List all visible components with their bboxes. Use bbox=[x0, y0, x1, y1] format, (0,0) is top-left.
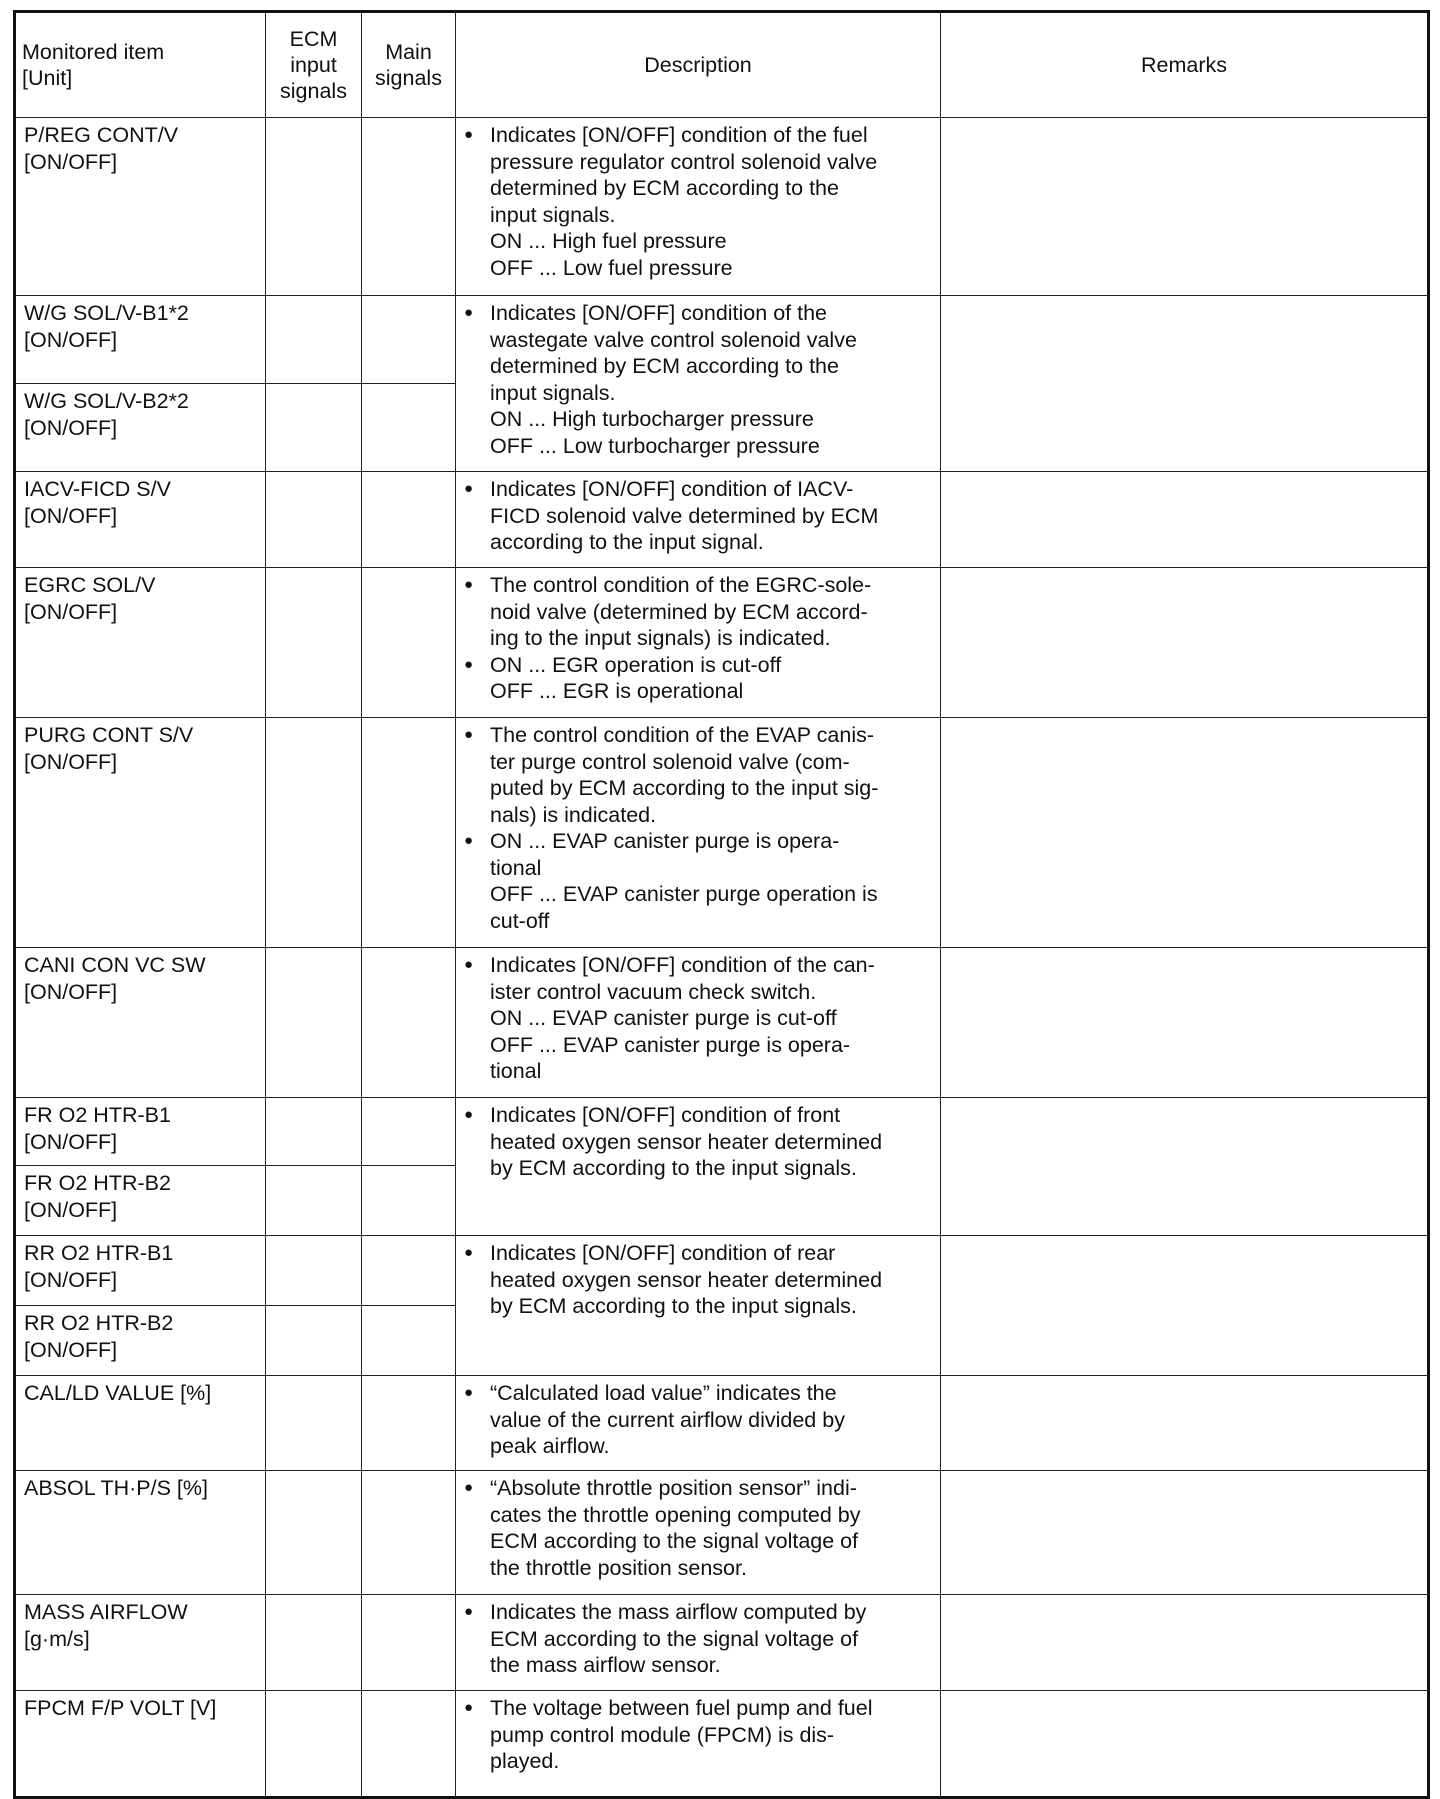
remarks-cell bbox=[941, 948, 1429, 1098]
bullet-icon: ● bbox=[464, 956, 474, 973]
description-cell bbox=[456, 1691, 941, 1798]
remarks-cell bbox=[941, 718, 1429, 948]
bullet-icon: ● bbox=[464, 1106, 474, 1123]
bullet-icon: ● bbox=[464, 576, 474, 593]
remarks-cell bbox=[941, 1376, 1429, 1471]
bullet-icon: ● bbox=[464, 1603, 474, 1620]
ecm-input-cell bbox=[266, 1306, 362, 1376]
bullet-paragraph: ● ON ... EVAP canister purge is opera- tional OFF ... EVAP canister purge operation is cut-off bbox=[464, 829, 878, 933]
item-cell: CANI CON VC SW [ON/OFF] bbox=[15, 948, 266, 1098]
remarks-cell bbox=[941, 1471, 1429, 1595]
bullet-paragraph: ● The control condition of the EGRC-sole- noid valve (determined by ECM accord- ing to the input signals) is indicated. bbox=[464, 573, 872, 650]
remarks-cell bbox=[941, 472, 1429, 568]
item-cell: EGRC SOL/V [ON/OFF] bbox=[15, 568, 266, 718]
item-cell: W/G SOL/V-B2*2 [ON/OFF] bbox=[15, 384, 266, 472]
main-signal-cell bbox=[362, 472, 456, 568]
description-cell bbox=[456, 568, 941, 718]
description-cell bbox=[456, 118, 941, 296]
table-row bbox=[15, 472, 1429, 568]
main-signal-cell bbox=[362, 118, 456, 296]
description-continuation: ON ... High fuel pressure OFF ... Low fuel pressure bbox=[490, 229, 733, 280]
remarks-cell bbox=[941, 118, 1429, 296]
description-continuation: ON ... High turbocharger pressure OFF ... Low turbocharger pressure bbox=[490, 407, 820, 458]
remarks-cell bbox=[941, 568, 1429, 718]
table-row bbox=[15, 1098, 1429, 1166]
bullet-paragraph: ● “Calculated load value” indicates the value of the current airflow divided by peak airflow. bbox=[464, 1381, 845, 1458]
table-row bbox=[15, 1595, 1429, 1691]
ecm-input-cell bbox=[266, 1376, 362, 1471]
remarks-cell bbox=[941, 1098, 1429, 1236]
ecm-input-cell bbox=[266, 718, 362, 948]
main-signal-cell bbox=[362, 1376, 456, 1471]
table-row bbox=[15, 1236, 1429, 1306]
main-signal-cell bbox=[362, 568, 456, 718]
table-row bbox=[15, 568, 1429, 718]
item-cell: FPCM F/P VOLT [V] bbox=[15, 1691, 266, 1798]
ecm-input-cell bbox=[266, 948, 362, 1098]
bullet-icon: ● bbox=[464, 480, 474, 497]
bullet-paragraph: ● Indicates the mass airflow computed by ECM according to the signal voltage of the mass airflow sensor. bbox=[464, 1600, 867, 1677]
bullet-paragraph: ● The voltage between fuel pump and fuel pump control module (FPCM) is dis- played. bbox=[464, 1696, 873, 1773]
main-signal-cell bbox=[362, 1595, 456, 1691]
item-cell: IACV-FICD S/V [ON/OFF] bbox=[15, 472, 266, 568]
item-cell: MASS AIRFLOW [g·m/s] bbox=[15, 1595, 266, 1691]
description-cell bbox=[456, 1236, 941, 1376]
bullet-icon: ● bbox=[464, 832, 474, 849]
main-signal-cell bbox=[362, 1471, 456, 1595]
table-row bbox=[15, 296, 1429, 384]
header-ecm-input-signals: ECM input signals bbox=[266, 12, 362, 118]
item-cell: PURG CONT S/V [ON/OFF] bbox=[15, 718, 266, 948]
remarks-cell bbox=[941, 1595, 1429, 1691]
item-cell: RR O2 HTR-B2 [ON/OFF] bbox=[15, 1306, 266, 1376]
bullet-icon: ● bbox=[464, 1479, 474, 1496]
bullet-icon: ● bbox=[464, 655, 474, 673]
bullet-paragraph: ● Indicates [ON/OFF] condition of rear heated oxygen sensor heater determined by ECM according to the input signals. bbox=[464, 1241, 883, 1318]
bullet-icon: ● bbox=[464, 126, 474, 143]
main-signal-cell bbox=[362, 948, 456, 1098]
main-signal-cell bbox=[362, 1691, 456, 1798]
description-cell bbox=[456, 472, 941, 568]
bullet-icon: ● bbox=[464, 1699, 474, 1716]
bullet-icon: ● bbox=[464, 726, 474, 743]
table-row bbox=[15, 1471, 1429, 1595]
description-cell bbox=[456, 1376, 941, 1471]
bullet-icon: ● bbox=[464, 1384, 474, 1401]
ecm-input-cell bbox=[266, 568, 362, 718]
main-signal-cell bbox=[362, 718, 456, 948]
table-row bbox=[15, 118, 1429, 296]
bullet-paragraph: ● Indicates [ON/OFF] condition of the wastegate valve control solenoid valve determined by ECM according to the input signals. bbox=[464, 301, 857, 405]
bullet-paragraph: ● The control condition of the EVAP canis- ter purge control solenoid valve (com- puted by ECM according to the input sig- nals) is indicated. bbox=[464, 723, 879, 827]
ecm-input-cell bbox=[266, 1098, 362, 1166]
ecm-input-cell bbox=[266, 1691, 362, 1798]
item-cell: CAL/LD VALUE [%] bbox=[15, 1376, 266, 1471]
main-signal-cell bbox=[362, 384, 456, 472]
description-cell bbox=[456, 948, 941, 1098]
header-monitored-item: Monitored item [Unit] bbox=[15, 12, 266, 118]
remarks-cell bbox=[941, 296, 1429, 472]
ecm-input-cell bbox=[266, 1471, 362, 1595]
remarks-cell bbox=[941, 1691, 1429, 1798]
bullet-paragraph: ● Indicates [ON/OFF] condition of IACV- FICD solenoid valve determined by ECM according to the input signal. bbox=[464, 477, 879, 554]
description-cell bbox=[456, 296, 941, 472]
bullet-paragraph: ● Indicates [ON/OFF] condition of the can- ister control vacuum check switch. bbox=[464, 953, 875, 1004]
item-cell: P/REG CONT/V [ON/OFF] bbox=[15, 118, 266, 296]
remarks-cell bbox=[941, 1236, 1429, 1376]
item-cell: FR O2 HTR-B1 [ON/OFF] bbox=[15, 1098, 266, 1166]
bullet-paragraph: ● “Absolute throttle position sensor” indi- cates the throttle opening computed by ECM according to the signal voltage of the throttle position sensor. bbox=[464, 1476, 861, 1580]
bullet-paragraph: ● Indicates [ON/OFF] condition of the fuel pressure regulator control solenoid valve determined by ECM according to the input signals. bbox=[464, 123, 878, 227]
main-signal-cell bbox=[362, 296, 456, 384]
ecm-input-cell bbox=[266, 1236, 362, 1306]
item-cell: FR O2 HTR-B2 [ON/OFF] bbox=[15, 1166, 266, 1236]
bullet-icon: ● bbox=[464, 1244, 474, 1261]
table-row bbox=[15, 948, 1429, 1098]
main-signal-cell bbox=[362, 1098, 456, 1166]
ecm-input-cell bbox=[266, 1166, 362, 1236]
header-remarks: Remarks bbox=[941, 12, 1429, 118]
bullet-icon: ● bbox=[464, 304, 474, 321]
ecm-input-cell bbox=[266, 1595, 362, 1691]
ecm-input-cell bbox=[266, 472, 362, 568]
description-cell bbox=[456, 1098, 941, 1236]
header-description: Description bbox=[456, 12, 941, 118]
monitored-items-table bbox=[13, 10, 1430, 1799]
bullet-paragraph: ● ON ... EGR operation is cut-off OFF ... EGR is operational bbox=[464, 652, 782, 703]
header-row bbox=[15, 12, 1429, 118]
description-cell bbox=[456, 718, 941, 948]
main-signal-cell bbox=[362, 1236, 456, 1306]
header-main-signals: Main signals bbox=[362, 12, 456, 118]
main-signal-cell bbox=[362, 1166, 456, 1236]
description-cell bbox=[456, 1595, 941, 1691]
table-row bbox=[15, 1691, 1429, 1798]
main-signal-cell bbox=[362, 1306, 456, 1376]
bullet-paragraph: ● Indicates [ON/OFF] condition of front heated oxygen sensor heater determined by ECM according to the input signals. bbox=[464, 1103, 883, 1180]
table-row bbox=[15, 1376, 1429, 1471]
item-cell: RR O2 HTR-B1 [ON/OFF] bbox=[15, 1236, 266, 1306]
ecm-input-cell bbox=[266, 296, 362, 384]
ecm-input-cell bbox=[266, 384, 362, 472]
description-cell bbox=[456, 1471, 941, 1595]
item-cell: ABSOL TH·P/S [%] bbox=[15, 1471, 266, 1595]
table-row bbox=[15, 718, 1429, 948]
item-cell: W/G SOL/V-B1*2 [ON/OFF] bbox=[15, 296, 266, 384]
ecm-input-cell bbox=[266, 118, 362, 296]
description-continuation: ON ... EVAP canister purge is cut-off OFF ... EVAP canister purge is opera- tional bbox=[490, 1006, 851, 1083]
